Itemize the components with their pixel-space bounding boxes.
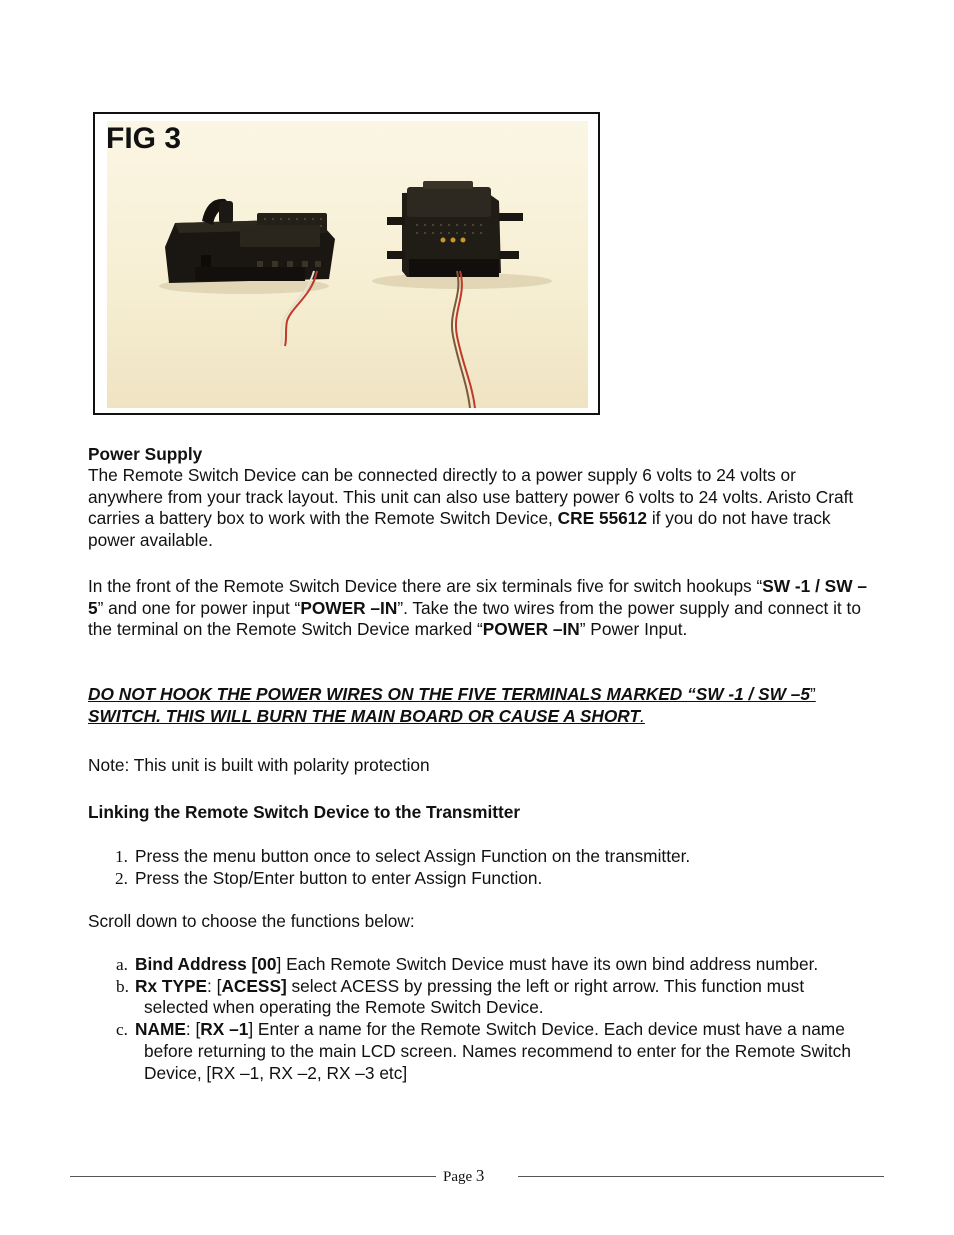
- warning-part: .: [640, 705, 645, 726]
- warning-part: DO NOT HOOK THE POWER WIRES ON THE FIVE TERMINALS MARKED “SW -1 / SW –5: [88, 684, 810, 704]
- figure-label: FIG 3: [106, 122, 182, 155]
- footer-rule-left: [70, 1176, 436, 1177]
- device-photo: [107, 121, 588, 408]
- item-text: : [: [207, 975, 222, 996]
- item-text: : [: [185, 1019, 201, 1040]
- steps-list: [88, 846, 868, 889]
- switch-terminal-label: SW -1 / SW –5: [88, 576, 867, 618]
- step-item: [88, 846, 868, 868]
- paragraph-text: ” and one for power input “: [97, 597, 301, 618]
- item-value: ACESS]: [221, 975, 287, 996]
- warning-part: SWITCH. THIS WILL BURN THE MAIN BOARD OR CAUSE A SHORT: [88, 705, 641, 726]
- terminals-paragraph: [88, 576, 868, 641]
- paragraph-text: ”. Take the two wires from the power supply and connect it to the terminal on the Remote Switch Device marked “: [88, 597, 861, 640]
- item-marker: a.: [116, 955, 128, 974]
- item-marker: c.: [116, 1020, 128, 1040]
- step-number: 2.: [115, 868, 128, 888]
- page-footer: [443, 1166, 484, 1186]
- paragraph-text: ” Power Input.: [579, 619, 688, 640]
- item-label: Bind Address [00: [135, 954, 277, 974]
- warning-part: ”: [810, 684, 816, 704]
- power-in-label: POWER –IN: [482, 619, 580, 640]
- paragraph-text: if you do not have track power available.: [88, 508, 831, 551]
- page-label: Page: [443, 1169, 473, 1185]
- step-text: Press the Stop/Enter button to enter Assign Function.: [135, 867, 543, 888]
- step-number: 1.: [115, 847, 128, 866]
- scroll-instruction: Scroll down to choose the functions below:: [88, 911, 415, 931]
- power-supply-paragraph: [88, 465, 868, 552]
- item-label: NAME: [135, 1019, 186, 1040]
- power-supply-heading: Power Supply: [88, 444, 203, 464]
- power-in-label: POWER –IN: [300, 597, 398, 618]
- page-number: 3: [475, 1166, 485, 1185]
- function-item-name: [88, 1019, 868, 1084]
- warning-text: [88, 684, 868, 727]
- device-illustration: [107, 121, 588, 408]
- figure-frame: [93, 112, 600, 415]
- item-value: RX –1: [200, 1019, 249, 1040]
- item-text: ] Enter a name for the Remote Switch Device. Each device must have a name before returning to the main LCD screen. Names recommend to enter for the Remote Switch Device, [RX –1, RX –2, RX –3 etc]: [144, 1019, 851, 1083]
- step-item: [88, 868, 868, 890]
- step-text: Press the menu button once to select Assign Function on the transmitter.: [135, 846, 691, 866]
- item-marker: b.: [116, 976, 129, 996]
- item-label: Rx TYPE: [135, 975, 208, 996]
- polarity-note: Note: This unit is built with polarity protection: [88, 755, 430, 775]
- paragraph-text: In the front of the Remote Switch Device there are six terminals five for switch hookups “: [88, 576, 763, 596]
- item-text: ] Each Remote Switch Device must have its own bind address number.: [276, 954, 819, 974]
- linking-heading: Linking the Remote Switch Device to the Transmitter: [88, 802, 521, 822]
- footer-rule-right: [518, 1176, 884, 1177]
- function-item-rx-type: [88, 976, 868, 1019]
- paragraph-text: The Remote Switch Device can be connected directly to a power supply 6 volts to 24 volts or anywhere from your track layout. This unit can also use battery power 6 volts to 24 volts. Aristo Craft carries a battery box to work with the Remote Switch Device,: [88, 465, 854, 529]
- item-text: select ACESS by pressing the left or right arrow. This function must selected when operating the Remote Switch Device.: [144, 975, 805, 1018]
- battery-box-part-number: CRE 55612: [557, 508, 648, 529]
- function-item-bind-address: [88, 954, 868, 976]
- function-list: [88, 954, 868, 1084]
